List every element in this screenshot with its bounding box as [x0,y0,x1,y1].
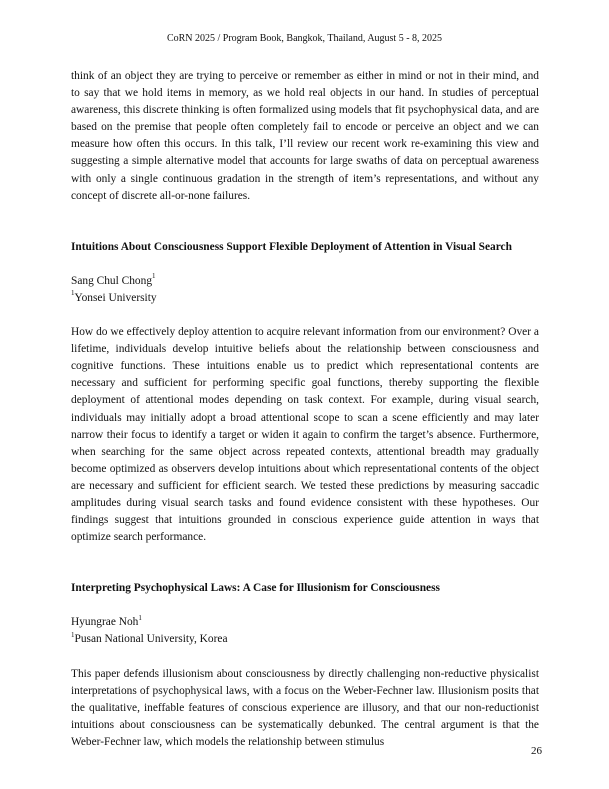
spacer [71,649,539,666]
abstract-body: How do we effectively deploy attention to acquire relevant information from our environment? Over a lifetime, individuals develop intuitive beliefs about the relationship between consciousness and cognitive functions. These intuitions enable us to predict which representational contents are necessary and sufficient for performing specific goal functions, thereby supporting the flexible deployment of attentional modes depending on task context. For example, during visual search, individuals may initially adopt a broad attentional scope to scan a scene efficiently and may later narrow their focus to identify a target or widen it again to confirm the target’s absence. Furthermore, when searching for the same object across repeated contexts, attentional breadth may gradually become optimized as observers develop intuitions about which representational contents of the object are necessary and sufficient for efficient search. We tested these predictions by measuring saccadic amplitudes during visual search tasks and found evidence consistent with these hypotheses. Our findings suggest that intuitions grounded in conscious experience guide attention in ways that optimize search performance. [71,326,539,544]
abstract-title: Intuitions About Consciousness Support Flexible Deployment of Attention in Visual Search [71,240,512,253]
affiliation-marker: 1 [71,289,75,298]
spacer [71,597,539,614]
running-header: CoRN 2025 / Program Book, Bangkok, Thailand, August 5 - 8, 2025 [166,33,443,44]
author-name [71,273,539,290]
continued-abstract-text: think of an object they are trying to perceive or remember as either in mind or not in their mind, and to say that we hold items in memory, as we hold real objects in our hand. In studies of perceptual awareness, this discrete thinking is often formalized using models that fit psychophysical data, and are based on the premise that people often completely fail to encode or perceive an object and we can measure how often this occurs. In this talk, I’ll review our recent work re-examining this view and suggesting a simple alternative model that accounts for large swaths of data on perceptual awareness with only a single continuous gradation in the strength of item’s representations, and without any concept of discrete all-or-none failures. [71,70,539,202]
author-affiliation [71,631,539,648]
abstract-chong [71,239,539,547]
author-affiliation-marker: 1 [138,613,142,622]
author-name [71,614,539,631]
affiliation-text: Pusan National University, Korea [74,633,228,646]
affiliation-text: Yonsei University [74,291,157,304]
spacer [71,307,539,324]
abstract-body: This paper defends illusionism about consciousness by directly challenging non-reductive physicalist interpretations of psychophysical laws, with a focus on the Weber-Fechner law. Illusionism posits that the qualitative, ineffable features of conscious experience are illusory, and that our non-reductionist intuitions about consciousness can be systematically debunked. The central argument is that the Weber-Fechner law, which models the relationship between stimulus [71,667,539,748]
author-affiliation [71,290,539,307]
author-name-text: Hyungrae Noh [71,616,139,629]
section-spacer [71,205,539,239]
affiliation-marker: 1 [71,630,75,639]
page-number: 26 [531,745,542,757]
spacer [71,256,539,273]
section-spacer [71,546,539,580]
page-content [71,68,539,751]
abstract-noh [71,580,539,751]
author-affiliation-marker: 1 [152,272,156,281]
author-name-text: Sang Chul Chong [71,274,153,287]
abstract-title: Interpreting Psychophysical Laws: A Case for Illusionism for Consciousness [71,582,440,595]
